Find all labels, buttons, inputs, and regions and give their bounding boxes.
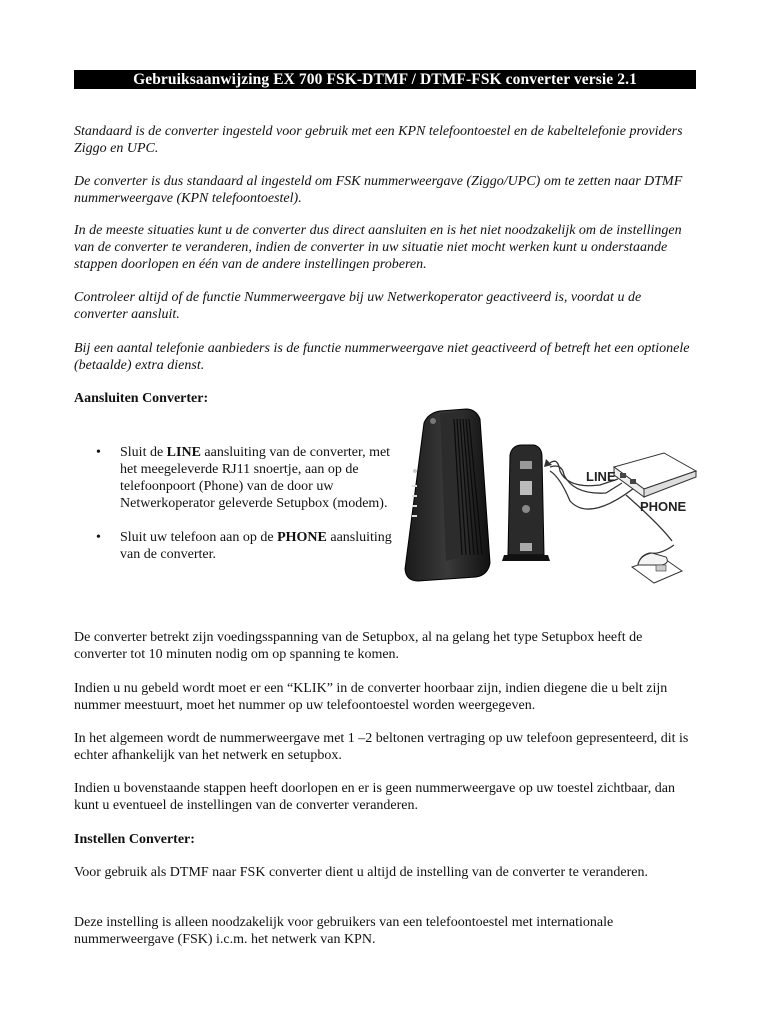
settings-paragraph-1: Voor gebruik als DTMF naar FSK converter dient u altijd de instelling van de converter te veranderen. bbox=[74, 865, 648, 880]
bullet1-pre: Sluit de bbox=[120, 445, 167, 460]
intro-paragraph-5: Bij een aantal telefonie aanbieders is de functie nummerweergave niet geactiveerd of betreft het een optionele (betaalde) extra dienst. bbox=[74, 341, 690, 373]
phone-label: PHONE bbox=[640, 499, 687, 514]
converter-side-icon bbox=[502, 445, 550, 561]
line-label: LINE bbox=[586, 469, 616, 484]
body-paragraph-3: In het algemeen wordt de nummerweergave met 1 –2 beltonen vertraging op uw telefoon gepresenteerd, dit is echter afhankelijk van het netwerk en setupbox. bbox=[74, 731, 689, 763]
list-item bbox=[96, 444, 396, 512]
converter-illustration bbox=[400, 405, 700, 585]
bullet-icon: • bbox=[96, 530, 101, 545]
intro-paragraph-2: De converter is dus standaard al ingesteld om FSK nummerweergave (Ziggo/UPC) om te zetten naar DTMF nummerweergave (KPN telefoontoestel). bbox=[74, 174, 683, 206]
connection-steps-list bbox=[96, 444, 396, 563]
document-title: Gebruiksaanwijzing EX 700 FSK-DTMF / DTMF-FSK converter versie 2.1 bbox=[74, 70, 696, 89]
body-paragraph-4: Indien u bovenstaande stappen heeft doorlopen en er is geen nummerweergave op uw toestel zichtbaar, dan kunt u eventueel de instellingen van de converter veranderen. bbox=[74, 781, 675, 813]
list-item bbox=[96, 529, 396, 563]
body-paragraph-2: Indien u nu gebeld wordt moet er een “KLIK” in de converter hoorbaar zijn, indien diegene die u belt zijn nummer meestuurt, moet het nummer op uw telefoontoestel worden weergegeven. bbox=[74, 681, 668, 713]
converter-diagram-svg bbox=[400, 405, 700, 585]
telephone-icon bbox=[632, 553, 682, 583]
bullet1-bold: LINE bbox=[166, 445, 201, 460]
converter-front-icon bbox=[405, 409, 490, 581]
section-heading-instellen: Instellen Converter: bbox=[74, 832, 195, 847]
intro-paragraph-4: Controleer altijd of de functie Nummerweergave bij uw Netwerkoperator geactiveerd is, voordat u de converter aansluit. bbox=[74, 290, 642, 322]
intro-paragraph-1: Standaard is de converter ingesteld voor gebruik met een KPN telefoontoestel en de kabeltelefonie providers Ziggo en UPC. bbox=[74, 124, 683, 156]
bullet2-post: aansluiting van de converter. bbox=[120, 530, 392, 562]
bullet-icon: • bbox=[96, 445, 101, 460]
settings-paragraph-2: Deze instelling is alleen noodzakelijk voor gebruikers van een telefoontoestel met internationale nummerweergave (FSK) i.c.m. het netwerk van KPN. bbox=[74, 915, 614, 947]
intro-paragraph-3: In de meeste situaties kunt u de converter dus direct aansluiten en is het niet noodzakelijk om de instellingen van de converter te veranderen, indien de converter in uw situatie niet mocht werken kunt u onderstaande stappen doorlopen en één van de andere instellingen proberen. bbox=[74, 223, 682, 272]
bullet2-pre: Sluit uw telefoon aan op de bbox=[120, 530, 278, 545]
setupbox-icon bbox=[614, 453, 696, 497]
bullet2-bold: PHONE bbox=[277, 530, 327, 545]
section-heading-aansluiten: Aansluiten Converter: bbox=[74, 391, 209, 406]
body-paragraph-1: De converter betrekt zijn voedingsspanning van de Setupbox, al na gelang het type Setupbox heeft de converter tot 10 minuten nodig om op spanning te komen. bbox=[74, 630, 643, 662]
bullet1-post: aansluiting van de converter, met het meegeleverde RJ11 snoertje, aan op de telefoonpoort (Phone) van de door uw Netwerkoperator geleverde Setupbox (modem). bbox=[120, 445, 391, 511]
